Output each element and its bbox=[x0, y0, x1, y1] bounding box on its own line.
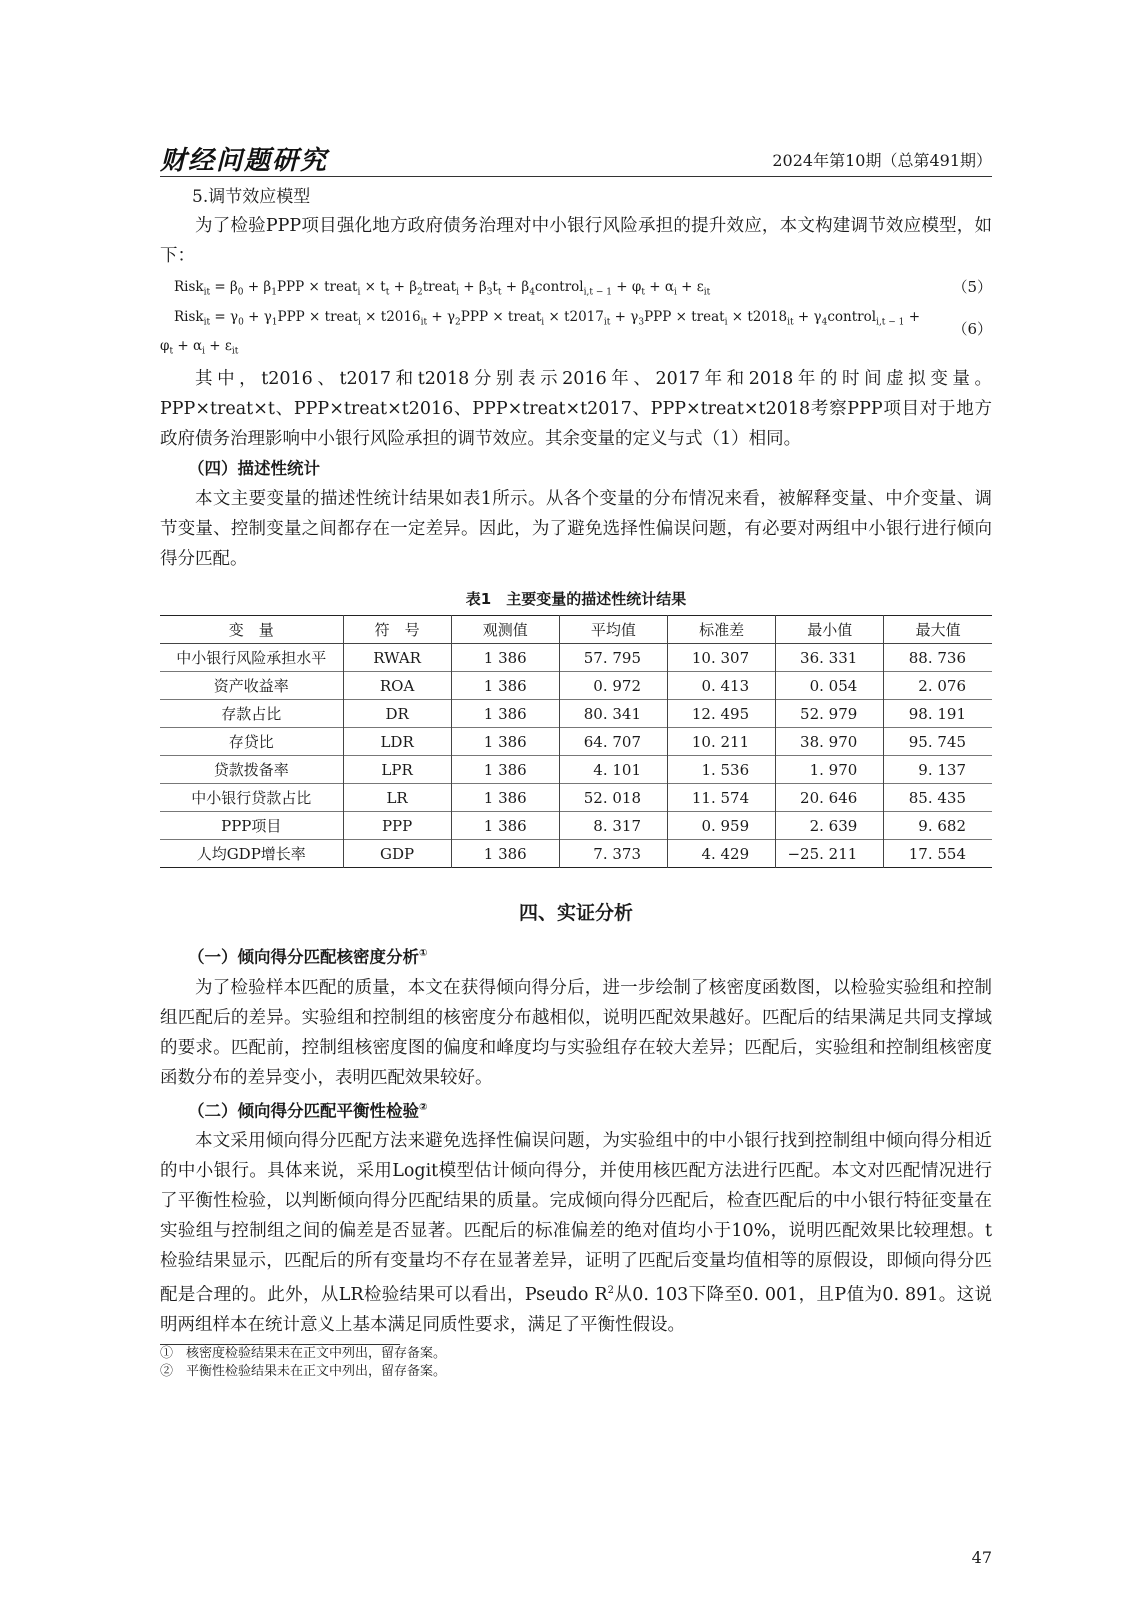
table-cell: 11. 574 bbox=[668, 784, 776, 812]
table-cell: 52. 018 bbox=[559, 784, 667, 812]
equation-6-continued: $\varphi_t + \alpha_i + \varepsilon_{it}$ bbox=[160, 338, 239, 358]
table-row bbox=[160, 672, 992, 700]
table-row bbox=[160, 700, 992, 728]
table-cell: 1 386 bbox=[451, 644, 559, 672]
footnote-ref: ① bbox=[419, 948, 428, 960]
equation-5: Risk$_{it}$ = $\beta_0 + \beta_1PPP$ × treat$_i$ × $t_t$ + $\beta_2treat_i + \beta_3t_t$ + $\beta_4control_{i,t - 1} + \varphi_t + \alpha_i + \varepsilon_{it}$ （5） bbox=[160, 275, 992, 305]
heading-text: （二）倾向得分匹配平衡性检验 bbox=[188, 1101, 419, 1121]
table-cell: 1 386 bbox=[451, 728, 559, 756]
table-title: 表1 主要变量的描述性统计结果 bbox=[465, 590, 687, 609]
table-row bbox=[160, 784, 992, 812]
table-cell: PPP项目 bbox=[221, 817, 282, 836]
table-cell: 57. 795 bbox=[559, 644, 667, 672]
table-cell: 1 386 bbox=[451, 812, 559, 840]
table-cell: 0. 413 bbox=[668, 672, 776, 700]
table-cell: 52. 979 bbox=[776, 700, 884, 728]
table-cell: −25. 211 bbox=[776, 840, 884, 868]
table-cell: 贷款拨备率 bbox=[213, 761, 289, 780]
table-cell: 资产收益率 bbox=[213, 677, 289, 696]
table-cell: ROA bbox=[343, 672, 451, 700]
table-cell: 1. 536 bbox=[668, 756, 776, 784]
table-cell: 12. 495 bbox=[668, 700, 776, 728]
table-cell: 98. 191 bbox=[884, 700, 992, 728]
table-cell: 9. 137 bbox=[884, 756, 992, 784]
table-cell: LR bbox=[343, 784, 451, 812]
table-cell: 0. 054 bbox=[776, 672, 884, 700]
paragraph-text: 从0. 103下降至0. 001，且P值为0. 891。这说明两组样本在统计意义上基本满足同质性要求，满足了平衡性假设。 bbox=[160, 1284, 992, 1335]
paragraph: 为了检验样本匹配的质量，本文在获得倾向得分后，进一步绘制了核密度函数图，以检验实验组和控制组匹配后的差异。实验组和控制组的核密度分布越相似，说明匹配效果越好。匹配后的结果满足共同支撑域的要求。匹配前，控制组核密度图的偏度和峰度均与实验组存在较大差异；匹配后，实验组和控制组核密度函数分布的差异变小，表明匹配效果较好。 bbox=[160, 977, 992, 1088]
table-cell: 17. 554 bbox=[884, 840, 992, 868]
column-header: 观测值 bbox=[451, 616, 559, 644]
equation-number: （6） bbox=[952, 319, 992, 338]
table-cell: 1 386 bbox=[451, 672, 559, 700]
table-cell: 0. 959 bbox=[668, 812, 776, 840]
page-header bbox=[160, 140, 992, 177]
paragraph: 其中，t2016、t2017和t2018分别表示2016年、2017年和2018年的时间虚拟变量。PPP×treat×t、PPP×treat×t2016、PPP×treat×t2017、PPP×treat×t2018考察PPP项目对于地方政府债务治理影响中小银行风险承担的调节效应。其余变量的定义与式（1）相同。 bbox=[160, 369, 992, 450]
section-title: 四、实证分析 bbox=[518, 902, 633, 925]
table-cell: 88. 736 bbox=[884, 644, 992, 672]
equation-number: （5） bbox=[952, 278, 992, 296]
table-cell: RWAR bbox=[343, 644, 451, 672]
table-cell: 存贷比 bbox=[228, 733, 274, 752]
table-row bbox=[160, 812, 992, 840]
table-cell: 2. 076 bbox=[884, 672, 992, 700]
table-cell: 85. 435 bbox=[884, 784, 992, 812]
table-cell: 10. 307 bbox=[668, 644, 776, 672]
issue-info: 2024年第10期（总第491期） bbox=[772, 151, 992, 170]
table-cell: LPR bbox=[343, 756, 451, 784]
table-cell: 10. 211 bbox=[668, 728, 776, 756]
paragraph: 本文主要变量的描述性统计结果如表1所示。从各个变量的分布情况来看，被解释变量、中介变量、调节变量、控制变量之间都存在一定差异。因此，为了避免选择性偏误问题，有必要对两组中小银行进行倾向得分匹配。 bbox=[160, 489, 992, 570]
table-row bbox=[160, 756, 992, 784]
table-cell: 中小银行贷款占比 bbox=[191, 789, 312, 808]
table-cell: 36. 331 bbox=[776, 644, 884, 672]
page-number: 47 bbox=[971, 1548, 992, 1567]
section-heading bbox=[160, 939, 992, 973]
table-cell: 9. 682 bbox=[884, 812, 992, 840]
table-cell: 64. 707 bbox=[559, 728, 667, 756]
section-heading: （四）描述性统计 bbox=[188, 459, 320, 479]
table-cell: GDP bbox=[343, 840, 451, 868]
table-cell: PPP bbox=[343, 812, 451, 840]
footnote-ref: ② bbox=[419, 1101, 428, 1113]
table-cell: 1 386 bbox=[451, 700, 559, 728]
table-cell: 存款占比 bbox=[221, 705, 282, 724]
column-header: 符 号 bbox=[343, 616, 451, 644]
column-header: 变 量 bbox=[228, 621, 274, 640]
table-cell: 80. 341 bbox=[559, 700, 667, 728]
table-cell: 7. 373 bbox=[559, 840, 667, 868]
column-header: 最大值 bbox=[884, 616, 992, 644]
table-cell: 人均GDP增长率 bbox=[196, 845, 306, 864]
table-cell: 95. 745 bbox=[884, 728, 992, 756]
table-header-row bbox=[160, 616, 992, 644]
table-cell: 4. 101 bbox=[559, 756, 667, 784]
table-cell: 1 386 bbox=[451, 784, 559, 812]
table-cell: 0. 972 bbox=[559, 672, 667, 700]
table-row bbox=[160, 728, 992, 756]
table-row bbox=[160, 644, 992, 672]
table-cell: 中小银行风险承担水平 bbox=[176, 649, 327, 668]
table-cell: LDR bbox=[343, 728, 451, 756]
journal-logo: 财经问题研究 bbox=[160, 146, 329, 176]
table-cell: 1. 970 bbox=[776, 756, 884, 784]
table-cell: 2. 639 bbox=[776, 812, 884, 840]
table-cell: 4. 429 bbox=[668, 840, 776, 868]
paragraph bbox=[160, 1126, 992, 1340]
table-cell: 8. 317 bbox=[559, 812, 667, 840]
column-header: 标准差 bbox=[668, 616, 776, 644]
table-row bbox=[160, 840, 992, 868]
table-cell: 1 386 bbox=[451, 756, 559, 784]
heading-text: （一）倾向得分匹配核密度分析 bbox=[188, 947, 419, 967]
superscript: 2 bbox=[607, 1285, 614, 1297]
table-cell: 20. 646 bbox=[776, 784, 884, 812]
table-cell: DR bbox=[343, 700, 451, 728]
section-heading bbox=[160, 1093, 992, 1127]
footnote: ② 平衡性检验结果未在正文中列出，留存备案。 bbox=[160, 1363, 447, 1379]
paragraph: 为了检验PPP项目强化地方政府债务治理对中小银行风险承担的提升效应，本文构建调节效应模型，如下： bbox=[160, 216, 992, 266]
page bbox=[160, 140, 992, 1567]
table-cell: 1 386 bbox=[451, 840, 559, 868]
column-header: 最小值 bbox=[776, 616, 884, 644]
paragraph-text: 本文采用倾向得分匹配方法来避免选择性偏误问题，为实验组中的中小银行找到控制组中倾向得分相近的中小银行。具体来说，采用Logit模型估计倾向得分，并使用核匹配方法进行匹配。本文对匹配情况进行了平衡性检验，以判断倾向得分匹配结果的质量。完成倾向得分匹配后，检查匹配后的中小银行特征变量在实验组与控制组之间的偏差是否显著。匹配后的标准偏差的绝对值均小于10%，说明匹配效果比较理想。t检验结果显示，匹配后的所有变量均不存在显著差异，证明了匹配后变量均值相等的原假设，即倾向得分匹配是合理的。此外，从LR检验结果可以看出，Pseudo R bbox=[160, 1131, 992, 1305]
table-cell: 38. 970 bbox=[776, 728, 884, 756]
descriptive-statistics-table bbox=[160, 615, 992, 868]
equation-6: Risk$_{it}$ = $\gamma_0 + \gamma_1PPP$ × treat$_i$ × $t2016_{it} + \gamma_2PPP$ × treat$_i$ × $t2017_{it} + \gamma_3PPP$ × treat$_i$ × $t2018_{it}$ + $\gamma_4control_{i,t - 1}$ + （6） bbox=[160, 305, 992, 335]
footnote: ① 核密度检验结果未在正文中列出，留存备案。 bbox=[160, 1345, 447, 1361]
column-header: 平均值 bbox=[559, 616, 667, 644]
subsection-heading: 5.调节效应模型 bbox=[192, 187, 311, 207]
